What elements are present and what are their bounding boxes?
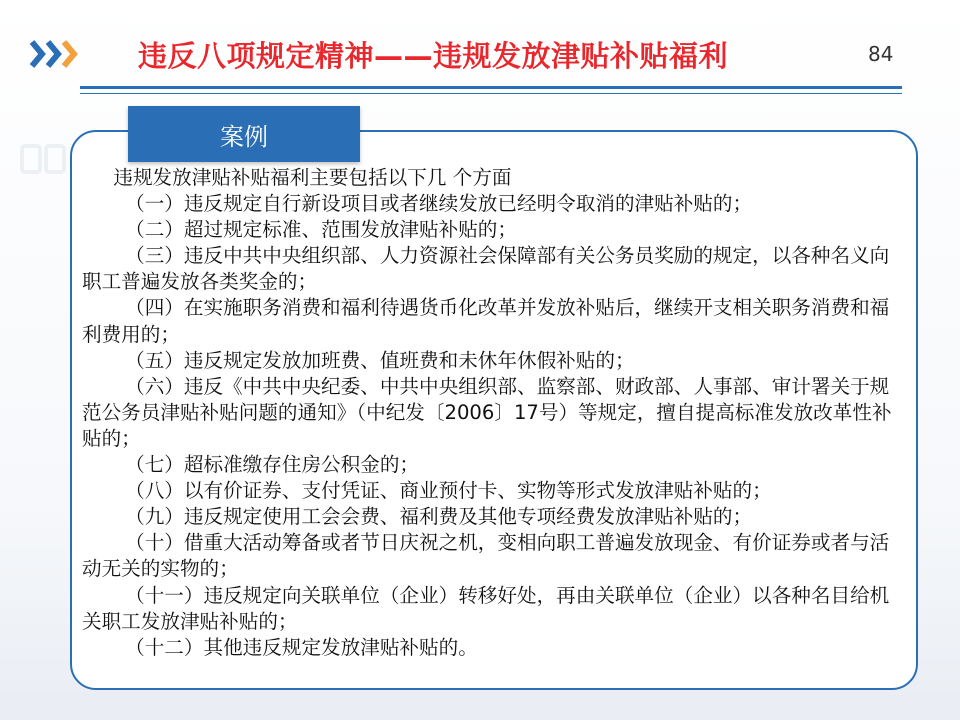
- page-number: 84: [868, 42, 894, 66]
- list-item: （四）在实施职务消费和福利待遇货币化改革并发放补贴后，继续开支相关职务消费和福利费用的；: [82, 296, 890, 346]
- list-item: （七）超标准缴存住房公积金的；: [125, 453, 420, 477]
- header-divider: [80, 86, 902, 89]
- list-item: （十二）其他违反规定发放津贴补贴的。: [125, 635, 478, 659]
- list-item: （十一）违反规定向关联单位（企业）转移好处，再由关联单位（企业）以各种名目给机关职工发放津贴补贴的；: [82, 583, 890, 633]
- list-item: （五）违反规定发放加班费、值班费和未休年休假补贴的；: [125, 348, 635, 372]
- faint-watermark-icon: [18, 138, 72, 184]
- list-item: （八）以有价证券、支付凭证、商业预付卡、实物等形式发放津贴补贴的；: [125, 479, 772, 503]
- list-item: （六）违反《中共中央纪委、中共中央组织部、监察部、财政部、人事部、审计署关于规范公务员津贴补贴问题的通知》（中纪发〔2006〕17号）等规定，擅自提高标准发放改革性补贴的；: [82, 374, 892, 450]
- list-item: （三）违反中共中央组织部、人力资源社会保障部有关公务员奖励的规定，以各种名义向职工普遍发放各类奖金的；: [82, 244, 890, 294]
- list-item: （十）借重大活动筹备或者节日庆祝之机，变相向职工普遍发放现金、有价证券或者与活动无关的实物的；: [82, 531, 890, 581]
- case-tab-label: 案例: [220, 122, 268, 151]
- slide-title: 违反八项规定精神——违规发放津贴补贴福利: [138, 39, 729, 73]
- chevron-right-icon: [28, 36, 80, 72]
- list-item: （一）违反规定自行新设项目或者继续发放已经明令取消的津贴补贴的；: [125, 192, 753, 216]
- header-divider-thin: [80, 93, 902, 94]
- body-text: [82, 165, 904, 661]
- intro-line: 违规发放津贴补贴福利主要包括以下几 个方面: [113, 166, 512, 189]
- list-item: （二）超过规定标准、范围发放津贴补贴的；: [125, 218, 517, 242]
- list-item: （九）违反规定使用工会会费、福利费及其他专项经费发放津贴补贴的；: [125, 505, 753, 529]
- case-tab: [128, 106, 360, 162]
